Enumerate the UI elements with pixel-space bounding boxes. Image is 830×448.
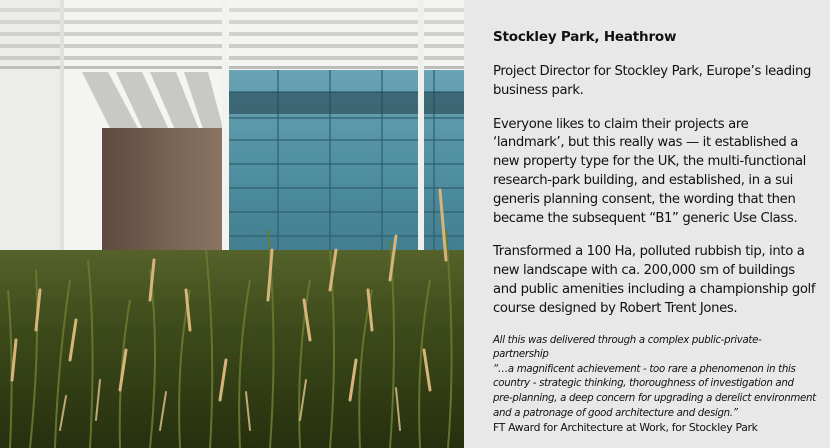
quote-intro: All this was delivered through a complex public-private-partnership xyxy=(493,334,762,361)
article-paragraph-landmark: Everyone likes to claim their projects are ‘landmark’, but this really was — it established a new property type for the UK, the multi-functional research-park building, and established, in a sui generis planning consent, the wording that then became the subsequent “B1” generic Use Class. xyxy=(493,116,806,226)
award-attribution: FT Award for Architecture at Work, for Stockley Park xyxy=(493,421,758,435)
article-panel xyxy=(464,0,830,448)
article-paragraph-role: Project Director for Stockley Park, Europe’s leading business park. xyxy=(493,64,812,98)
article-title: Stockley Park, Heathrow xyxy=(493,29,677,45)
award-quote-block xyxy=(493,334,816,436)
article-paragraph-transformation: Transformed a 100 Ha, polluted rubbish tip, into a new landscape with ca. 200,000 sm of buildings and public amenities including a championship golf course designed by Robert Trent Jones. xyxy=(493,244,816,316)
award-quote: “…a magnificent achievement - too rare a phenomenon in this country - strategic thinking, thoroughness of investigation and pre-planning, a deep concern for upgrading a derelict environment and a patronage of good architecture and design.” xyxy=(493,363,816,419)
